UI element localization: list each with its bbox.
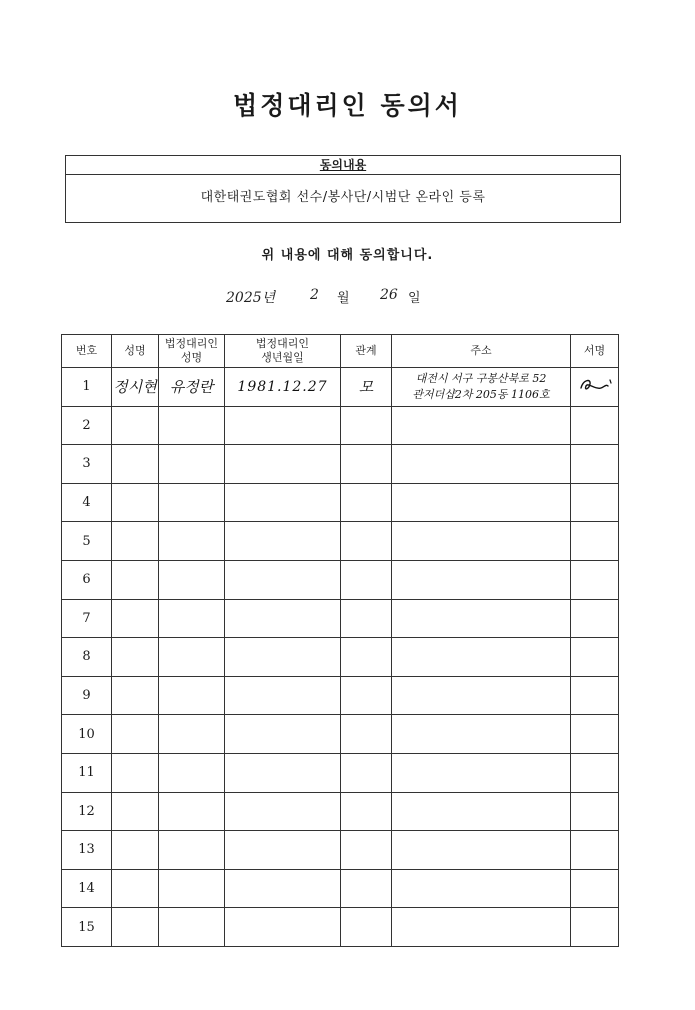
empty-cell — [112, 406, 159, 445]
empty-cell — [225, 483, 341, 522]
empty-cell — [159, 522, 225, 561]
table-row — [62, 445, 619, 484]
empty-cell — [571, 638, 619, 677]
row-number: 3 — [62, 445, 112, 484]
relation: 모 — [341, 368, 392, 407]
guardian-table — [61, 334, 619, 947]
table-row — [62, 676, 619, 715]
empty-cell — [341, 560, 392, 599]
empty-cell — [571, 445, 619, 484]
header-guardian-birth-line2: 생년월일 — [261, 351, 304, 364]
date-day-unit: 일 — [408, 291, 421, 306]
empty-cell — [341, 676, 392, 715]
empty-cell — [159, 792, 225, 831]
empty-cell — [159, 715, 225, 754]
table-row — [62, 869, 619, 908]
empty-cell — [225, 753, 341, 792]
agreement-statement: 위 내용에 대해 동의합니다. — [261, 248, 434, 263]
row-number: 1 — [62, 368, 112, 407]
header-signature: 서명 — [571, 335, 619, 368]
date-year: 2025년 — [226, 290, 276, 306]
guardian-name: 유정란 — [159, 368, 225, 407]
empty-cell — [159, 599, 225, 638]
empty-cell — [341, 908, 392, 947]
empty-cell — [392, 753, 571, 792]
empty-cell — [341, 869, 392, 908]
empty-cell — [392, 445, 571, 484]
row-number: 15 — [62, 908, 112, 947]
empty-cell — [225, 599, 341, 638]
table-header-row — [62, 335, 619, 368]
empty-cell — [341, 792, 392, 831]
table-row — [62, 560, 619, 599]
empty-cell — [225, 831, 341, 870]
empty-cell — [112, 522, 159, 561]
row-number: 11 — [62, 753, 112, 792]
empty-cell — [112, 831, 159, 870]
empty-cell — [571, 599, 619, 638]
empty-cell — [112, 676, 159, 715]
empty-cell — [392, 638, 571, 677]
row-number: 14 — [62, 869, 112, 908]
empty-cell — [159, 908, 225, 947]
empty-cell — [341, 522, 392, 561]
empty-cell — [392, 483, 571, 522]
empty-cell — [112, 715, 159, 754]
header-address: 주소 — [392, 335, 571, 368]
row-number: 7 — [62, 599, 112, 638]
empty-cell — [112, 753, 159, 792]
row-number: 6 — [62, 560, 112, 599]
row-number: 9 — [62, 676, 112, 715]
empty-cell — [225, 638, 341, 677]
empty-cell — [392, 676, 571, 715]
date-month: 2 — [310, 287, 319, 303]
empty-cell — [159, 831, 225, 870]
empty-cell — [392, 908, 571, 947]
empty-cell — [225, 715, 341, 754]
empty-cell — [392, 406, 571, 445]
empty-cell — [225, 908, 341, 947]
table-row — [62, 638, 619, 677]
address-line1: 대전시 서구 구봉산북로 52 — [415, 371, 547, 385]
empty-cell — [112, 445, 159, 484]
row-number: 4 — [62, 483, 112, 522]
empty-cell — [341, 406, 392, 445]
empty-cell — [112, 792, 159, 831]
row-number: 10 — [62, 715, 112, 754]
header-guardian-name-line2: 성명 — [180, 351, 203, 364]
empty-cell — [341, 638, 392, 677]
header-relation: 관계 — [341, 335, 392, 368]
empty-cell — [225, 406, 341, 445]
empty-cell — [571, 406, 619, 445]
empty-cell — [159, 638, 225, 677]
empty-cell — [225, 869, 341, 908]
signature-cell — [571, 368, 619, 407]
empty-cell — [392, 831, 571, 870]
empty-cell — [392, 792, 571, 831]
table-row — [62, 483, 619, 522]
empty-cell — [571, 869, 619, 908]
table-row — [62, 753, 619, 792]
empty-cell — [341, 831, 392, 870]
consent-body: 대한태권도협회 선수/봉사단/시범단 온라인 등록 — [200, 190, 486, 205]
empty-cell — [112, 560, 159, 599]
empty-cell — [392, 522, 571, 561]
empty-cell — [571, 676, 619, 715]
empty-cell — [341, 445, 392, 484]
header-guardian-birth-line1: 법정대리인 — [255, 337, 310, 350]
empty-cell — [571, 715, 619, 754]
signature-scribble — [575, 374, 615, 396]
empty-cell — [159, 406, 225, 445]
header-guardian-birth — [225, 335, 341, 368]
empty-cell — [112, 638, 159, 677]
empty-cell — [571, 483, 619, 522]
empty-cell — [341, 715, 392, 754]
guardian-birthdate: 1981.12.27 — [225, 368, 341, 407]
table-row — [62, 792, 619, 831]
empty-cell — [225, 560, 341, 599]
empty-cell — [225, 792, 341, 831]
empty-cell — [159, 560, 225, 599]
header-name: 성명 — [112, 335, 159, 368]
empty-cell — [571, 792, 619, 831]
document-title: 법정대리인 동의서 — [233, 91, 462, 120]
empty-cell — [571, 908, 619, 947]
empty-cell — [225, 522, 341, 561]
date-day: 26 — [380, 287, 398, 303]
student-name: 정시현 — [112, 368, 159, 407]
header-guardian-name — [159, 335, 225, 368]
empty-cell — [159, 445, 225, 484]
table-row — [62, 908, 619, 947]
address-line2: 관저더샵2차 205동 1106호 — [412, 387, 550, 401]
empty-cell — [571, 753, 619, 792]
row-number: 13 — [62, 831, 112, 870]
empty-cell — [159, 676, 225, 715]
row-number: 2 — [62, 406, 112, 445]
empty-cell — [341, 483, 392, 522]
empty-cell — [392, 599, 571, 638]
row-number: 12 — [62, 792, 112, 831]
table-row — [62, 522, 619, 561]
empty-cell — [392, 560, 571, 599]
empty-cell — [225, 676, 341, 715]
empty-cell — [341, 599, 392, 638]
empty-cell — [571, 831, 619, 870]
row-number: 5 — [62, 522, 112, 561]
empty-cell — [112, 869, 159, 908]
empty-cell — [159, 483, 225, 522]
empty-cell — [112, 483, 159, 522]
empty-cell — [112, 908, 159, 947]
empty-cell — [571, 560, 619, 599]
table-row — [62, 831, 619, 870]
empty-cell — [392, 869, 571, 908]
consent-box — [65, 155, 621, 223]
empty-cell — [341, 753, 392, 792]
header-number: 번호 — [62, 335, 112, 368]
table-row — [62, 715, 619, 754]
date-month-unit: 월 — [337, 291, 350, 306]
empty-cell — [225, 445, 341, 484]
empty-cell — [159, 753, 225, 792]
header-guardian-name-line1: 법정대리인 — [164, 337, 219, 350]
table-row — [62, 368, 619, 407]
table-row — [62, 406, 619, 445]
empty-cell — [159, 869, 225, 908]
table-row — [62, 599, 619, 638]
empty-cell — [392, 715, 571, 754]
empty-cell — [571, 522, 619, 561]
row-number: 8 — [62, 638, 112, 677]
consent-header: 동의내용 — [66, 156, 620, 175]
empty-cell — [112, 599, 159, 638]
address — [392, 368, 571, 407]
